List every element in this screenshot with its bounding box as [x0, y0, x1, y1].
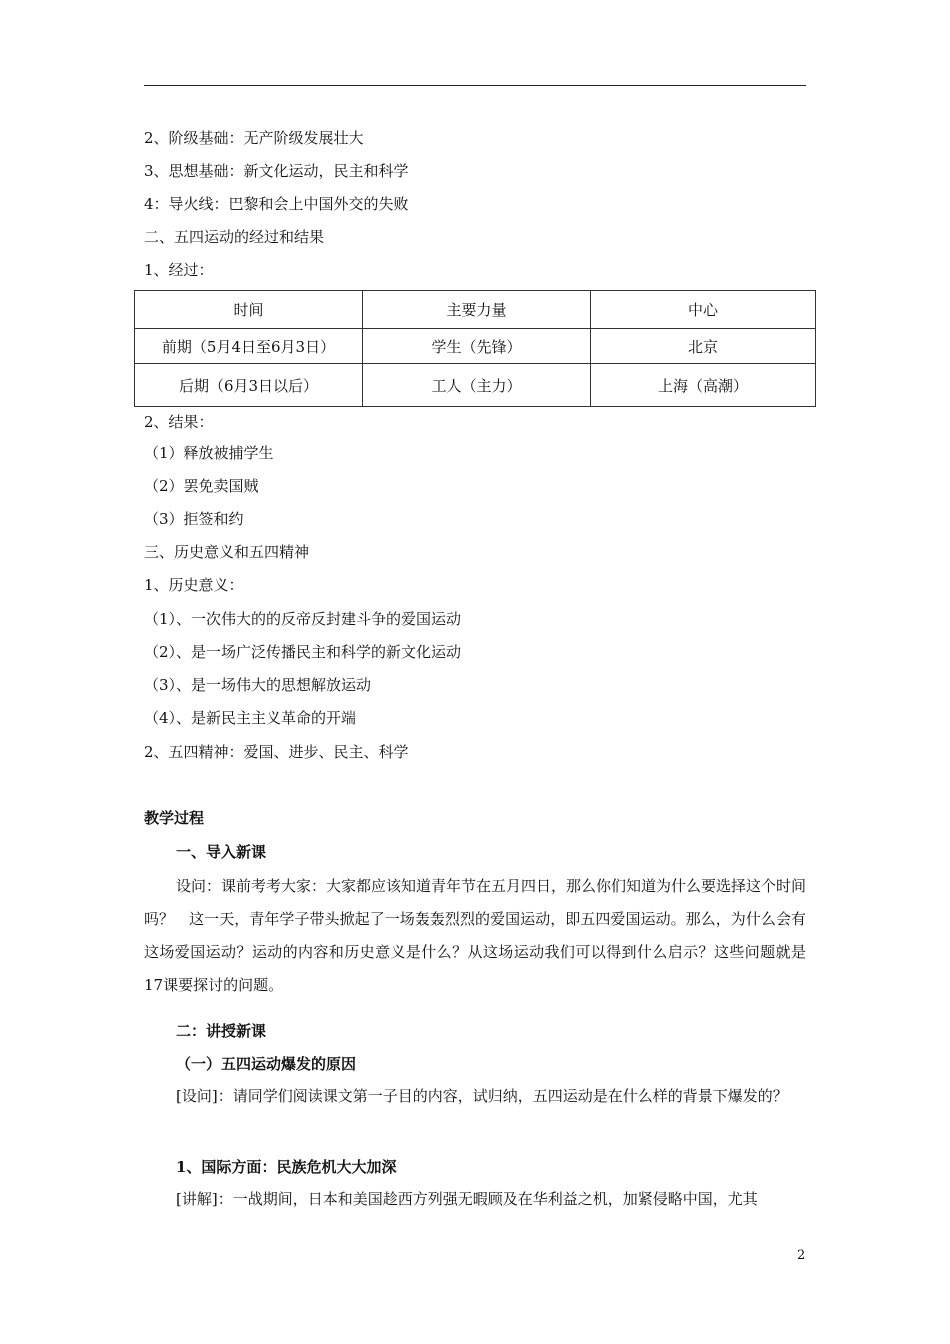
process-title: 教学过程 [144, 809, 205, 827]
list-item: 2、阶级基础：无产阶级发展壮大 [144, 129, 364, 147]
cause-paragraph: [设问]：请同学们阅读课文第一子目的内容，试归纳，五四运动是在什么样的背景下爆发的？ [176, 1087, 788, 1105]
table-cell: 北京 [591, 329, 816, 364]
list-item: （1）、一次伟大的的反帝反封建斗争的爱国运动 [144, 610, 462, 628]
intl-paragraph: [讲解]：一战期间，日本和美国趁西方列强无暇顾及在华利益之机，加紧侵略中国，尤其 [176, 1190, 758, 1208]
teach-heading: 二：讲授新课 [176, 1022, 267, 1040]
list-item: （3）、是一场伟大的思想解放运动 [144, 676, 372, 694]
table-cell: 前期（5月4日至6月3日） [135, 329, 363, 364]
process-table [134, 290, 816, 407]
table-cell: 后期（6月3日以后） [135, 364, 363, 407]
list-item: 3、思想基础：新文化运动，民主和科学 [144, 162, 409, 180]
table-cell: 学生（先锋） [363, 329, 591, 364]
intro-paragraph: 设问：课前考考大家：大家都应该知道青年节在五月四日，那么你们知道为什么要选择这个时间吗？ 这一天，青年学子带头掀起了一场轰轰烈烈的爱国运动，即五四爱国运动。那么，为什么会有这场爱国运动？运动的内容和历史意义是什么？从这场运动我们可以得到什么启示？这些问题就是17课要探讨的问题。 [144, 877, 807, 994]
table-header-cell: 时间 [135, 291, 363, 329]
intro-heading: 一、导入新课 [176, 843, 267, 861]
header-rule [144, 85, 806, 86]
intl-heading: 1、国际方面：民族危机大大加深 [176, 1158, 397, 1176]
table-header-row [135, 291, 816, 329]
section-heading: 二、五四运动的经过和结果 [144, 228, 325, 246]
list-item: （4）、是新民主主义革命的开端 [144, 709, 357, 727]
sub-heading: 1、历史意义： [144, 576, 244, 594]
spirit-line: 2、五四精神：爱国、进步、民主、科学 [144, 743, 409, 761]
section-heading: 三、历史意义和五四精神 [144, 543, 310, 561]
table-cell: 工人（主力） [363, 364, 591, 407]
table-header-cell: 主要力量 [363, 291, 591, 329]
list-item: （2）、是一场广泛传播民主和科学的新文化运动 [144, 643, 462, 661]
results-heading: 2、结果： [144, 413, 214, 431]
table-row [135, 329, 816, 364]
table-cell: 上海（高潮） [591, 364, 816, 407]
list-item: 4：导火线：巴黎和会上中国外交的失败 [144, 195, 409, 213]
cause-heading: （一）五四运动爆发的原因 [176, 1055, 357, 1073]
list-item: （1）释放被捕学生 [144, 444, 274, 462]
list-item: （3）拒签和约 [144, 510, 244, 528]
list-item: （2）罢免卖国贼 [144, 477, 259, 495]
page-number: 2 [797, 1248, 806, 1263]
sub-heading: 1、经过： [144, 261, 214, 279]
table-header-cell: 中心 [591, 291, 816, 329]
table-row [135, 364, 816, 407]
